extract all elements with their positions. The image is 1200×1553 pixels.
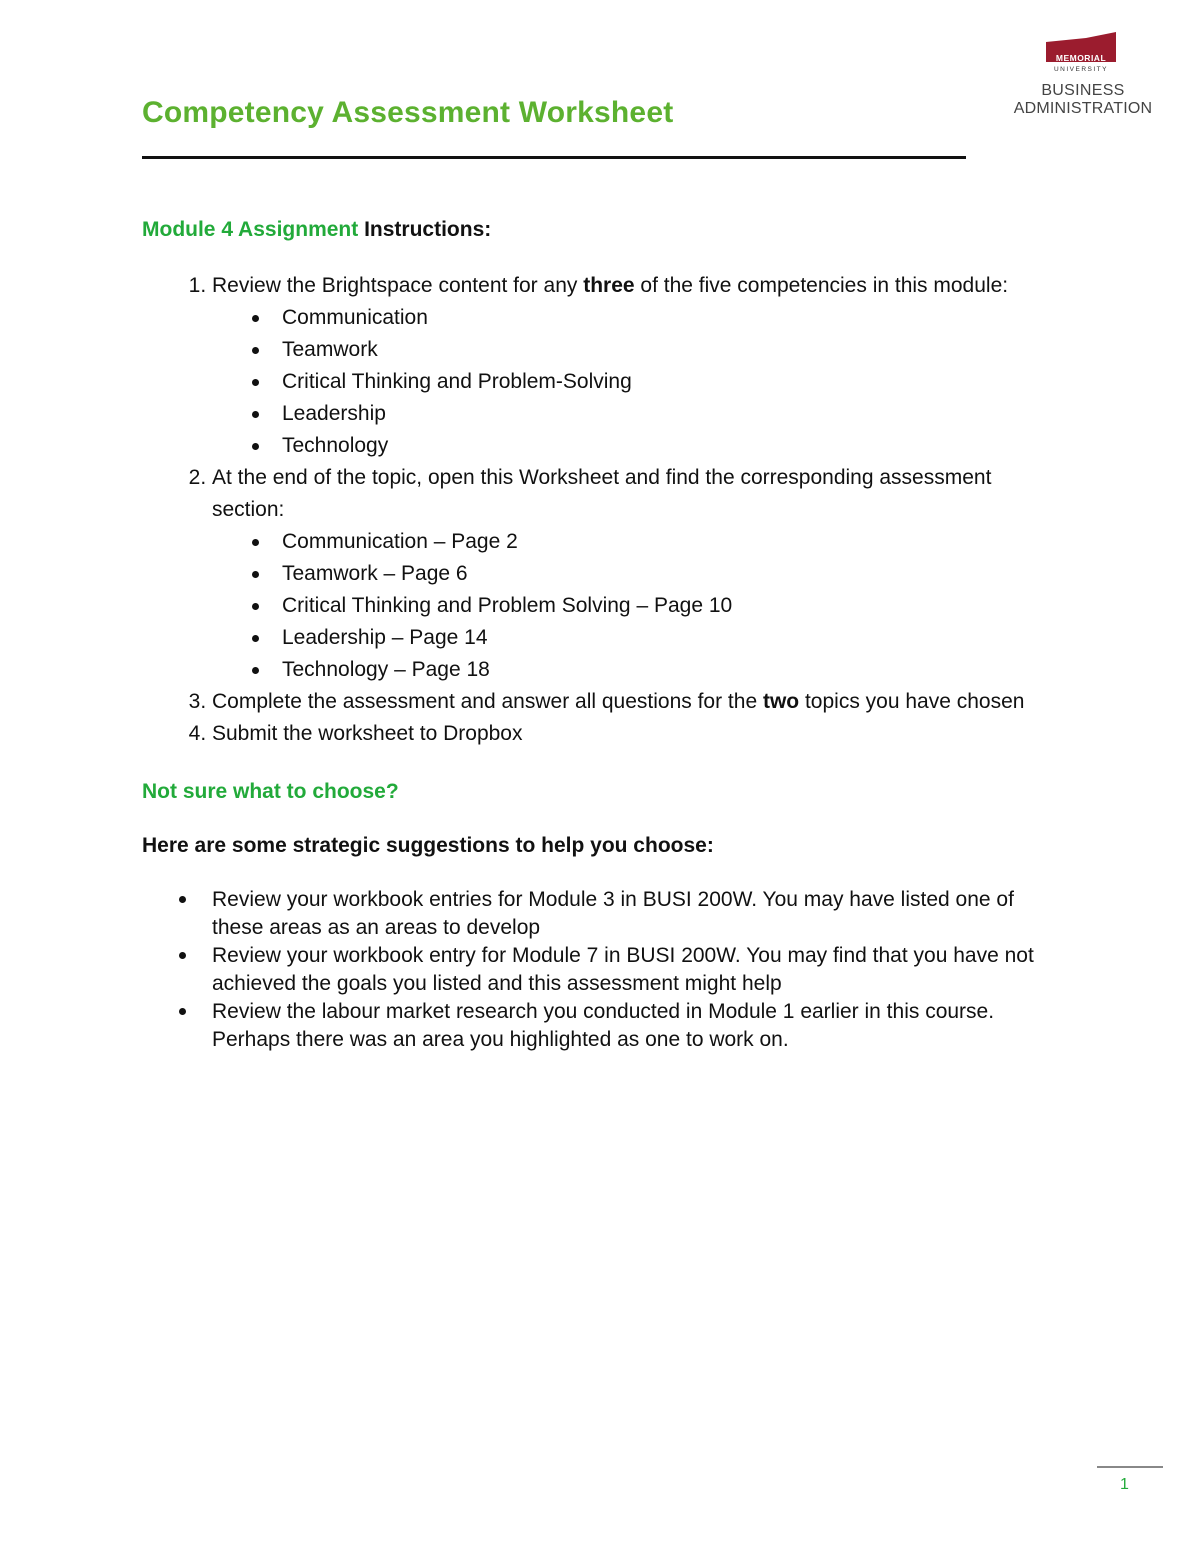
university-logo (1004, 32, 1164, 124)
assessment-section-item: Technology – Page 18 (282, 654, 1062, 686)
step-2-text: At the end of the topic, open this Worksheet and find the corresponding assessment section: (212, 466, 992, 521)
assessment-section-list (212, 526, 1062, 686)
step-1-text-post: of the five competencies in this module: (634, 274, 1009, 297)
logo-sub-text: UNIVERSITY (1053, 66, 1109, 72)
competency-item: Leadership (282, 398, 1062, 430)
memorial-logo-mark (1046, 32, 1116, 72)
choose-heading: Not sure what to choose? (142, 780, 399, 803)
document-content (142, 214, 1062, 1054)
step-1-text-bold: three (583, 274, 635, 297)
suggestion-item: Review your workbook entry for Module 7 in BUSI 200W. You may find that you have not achieved the goals you listed and this assessment might help (212, 942, 1062, 998)
logo-line-administration: ADMINISTRATION (1013, 100, 1153, 117)
suggestion-item: Review the labour market research you conducted in Module 1 earlier in this course. Perhaps there was an area you highlighted as one to work on. (212, 998, 1062, 1054)
logo-mark-text: MEMORIAL (1055, 53, 1107, 63)
competency-list (212, 302, 1062, 462)
logo-line-business: BUSINESS (1041, 82, 1125, 99)
instructions-heading-label: Instructions: (358, 218, 492, 241)
title-rule (142, 156, 966, 159)
step-3-text-post: topics you have chosen (799, 690, 1025, 713)
competency-item: Teamwork (282, 334, 1062, 366)
suggestion-list (142, 886, 1062, 1054)
page-title: Competency Assessment Worksheet (142, 96, 674, 129)
assessment-section-item: Teamwork – Page 6 (282, 558, 1062, 590)
suggestions-subheading: Here are some strategic suggestions to help you choose: (142, 834, 714, 857)
step-1-text-pre: Review the Brightspace content for any (212, 274, 584, 297)
step-3 (212, 686, 1062, 718)
step-1 (212, 270, 1062, 462)
assessment-section-item: Communication – Page 2 (282, 526, 1062, 558)
competency-item: Critical Thinking and Problem-Solving (282, 366, 1062, 398)
suggestion-item: Review your workbook entries for Module 3 in BUSI 200W. You may have listed one of these areas as an areas to develop (212, 886, 1062, 942)
step-4-text: Submit the worksheet to Dropbox (212, 722, 523, 745)
step-4 (212, 718, 1062, 750)
page-number: 1 (1120, 1476, 1129, 1493)
instructions-heading-module: Module 4 Assignment (142, 218, 359, 241)
instructions-heading (142, 214, 1062, 246)
step-3-text-bold: two (762, 690, 800, 713)
competency-item: Communication (282, 302, 1062, 334)
competency-item: Technology (282, 430, 1062, 462)
step-2 (212, 462, 1062, 686)
assessment-section-item: Leadership – Page 14 (282, 622, 1062, 654)
step-3-text-pre: Complete the assessment and answer all questions for the (212, 690, 763, 713)
footer-rule (1097, 1466, 1163, 1468)
instruction-steps (142, 270, 1062, 750)
assessment-section-item: Critical Thinking and Problem Solving – Page 10 (282, 590, 1062, 622)
